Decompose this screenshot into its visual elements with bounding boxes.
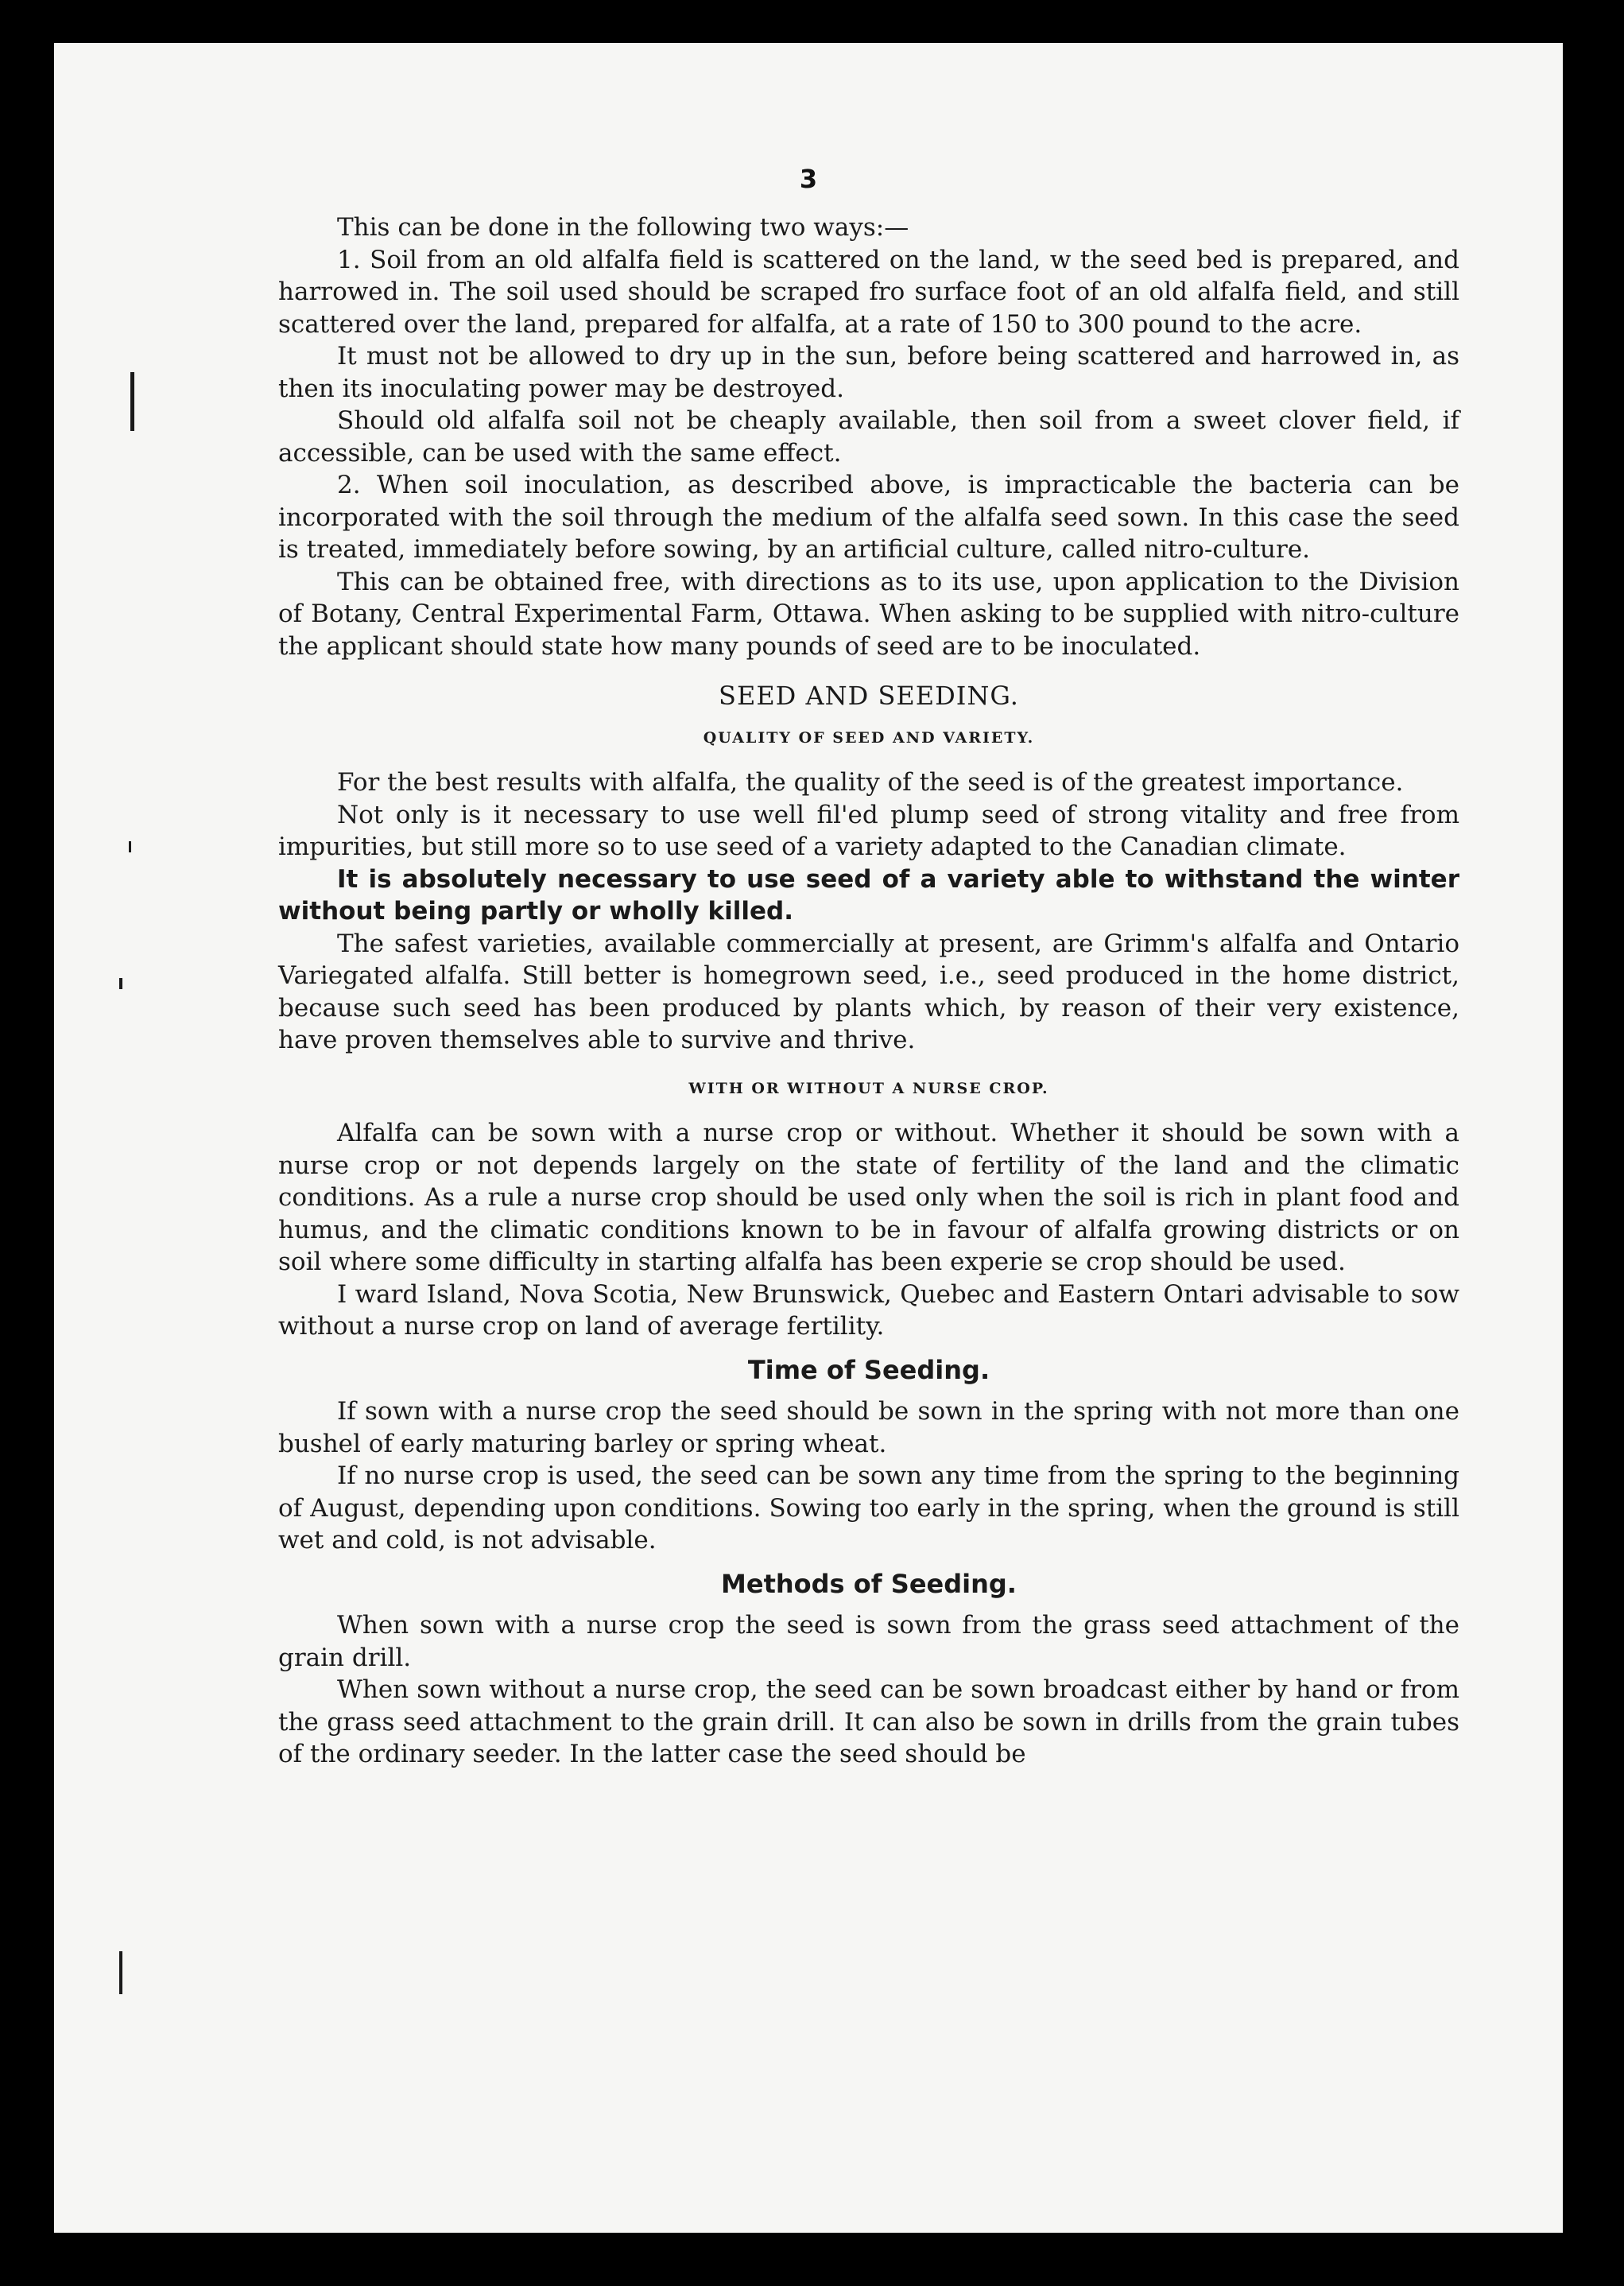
paragraph: If no nurse crop is used, the seed can be sown any time from the spring to the beginning of August, depending upon conditions. Sowing too early in the spring, when the ground is still wet and cold, is not advisable.	[278, 1461, 1459, 1554]
paragraph: Alfalfa can be sown with a nurse crop or without. Whether it should be sown with a nurse crop or not depends largely on the state of fertility of the land and the climatic conditions. As a rule a nurse crop should be used only when the soil is rich in plant food and humus, and the climatic conditions known to be in favour of alfalfa growing districts or on soil where some difficulty in starting alfalfa has been experie se crop should be used.	[278, 1119, 1459, 1276]
paragraph: I ward Island, Nova Scotia, New Brunswick, Quebec and Eastern Ontari advisable to sow without a nurse crop on land of average fertility.	[278, 1279, 1459, 1341]
paragraph: When sown with a nurse crop the seed is sown from the grass seed attachment of the grain drill.	[278, 1611, 1459, 1672]
paragraph: This can be obtained free, with directions as to its use, upon application to the Division of Botany, Central Experimental Farm, Ottawa. When asking to be supplied with nitro-culture the applicant should state how many pounds of seed are to be inoculated.	[278, 567, 1459, 661]
sub-heading: WITH OR WITHOUT A NURSE CROP.	[688, 1079, 1049, 1097]
scan-mark	[119, 1951, 122, 1994]
scanned-page	[54, 43, 1563, 2233]
paragraph: It must not be allowed to dry up in the sun, before being scattered and harrowed in, as then its inoculating power may be destroyed.	[278, 342, 1459, 403]
paragraph: Not only is it necessary to use well fil'ed plump seed of strong vitality and free from impurities, but still more so to use seed of a variety adapted to the Canadian climate.	[278, 800, 1459, 861]
section-heading: Methods of Seeding.	[721, 1568, 1017, 1599]
paragraph: When sown without a nurse crop, the seed can be sown broadcast either by hand or from the grass seed attachment to the grain drill. It can also be sown in drills from the grain tubes of the ordinary seeder. In the latter case the seed should be	[278, 1675, 1459, 1768]
scan-mark	[129, 841, 131, 852]
scan-mark	[130, 372, 134, 431]
paragraph: This can be done in the following two ways:—	[337, 213, 909, 242]
emphasis-paragraph: It is absolutely necessary to use seed of a variety able to withstand the winter without being partly or wholly killed.	[278, 864, 1459, 926]
paragraph: For the best results with alfalfa, the quality of the seed is of the greatest importance.	[337, 768, 1404, 797]
paragraph: Should old alfalfa soil not be cheaply available, then soil from a sweet clover field, if accessible, can be used with the same effect.	[278, 406, 1459, 468]
paragraph: 1. Soil from an old alfalfa field is scattered on the land, w the seed bed is prepared, and harrowed in. The soil used should be scraped fro surface foot of an old alfalfa field, and still scattered over the land, prepared for alfalfa, at a rate of 150 to 300 pound to the acre.	[278, 245, 1459, 339]
page-body	[278, 212, 1459, 1771]
paragraph: The safest varieties, available commercially at present, are Grimm's alfalfa and Ontario Variegated alfalfa. Still better is homegrown seed, i.e., seed produced in the home district, because such seed has been produced by plants which, by reason of their very existence, have proven themselves able to survive and thrive.	[278, 929, 1459, 1054]
sub-heading: QUALITY OF SEED AND VARIETY.	[703, 728, 1035, 747]
page-number: 3	[799, 164, 818, 194]
section-heading: Time of Seeding.	[747, 1354, 990, 1385]
section-heading: SEED AND SEEDING.	[719, 681, 1019, 711]
scan-mark	[119, 978, 122, 989]
paragraph: If sown with a nurse crop the seed should be sown in the spring with not more than one bushel of early maturing barley or spring wheat.	[278, 1397, 1459, 1458]
paragraph: 2. When soil inoculation, as described above, is impracticable the bacteria can be incorporated with the soil through the medium of the alfalfa seed sown. In this case the seed is treated, immediately before sowing, by an artificial culture, called nitro-culture.	[278, 471, 1459, 564]
